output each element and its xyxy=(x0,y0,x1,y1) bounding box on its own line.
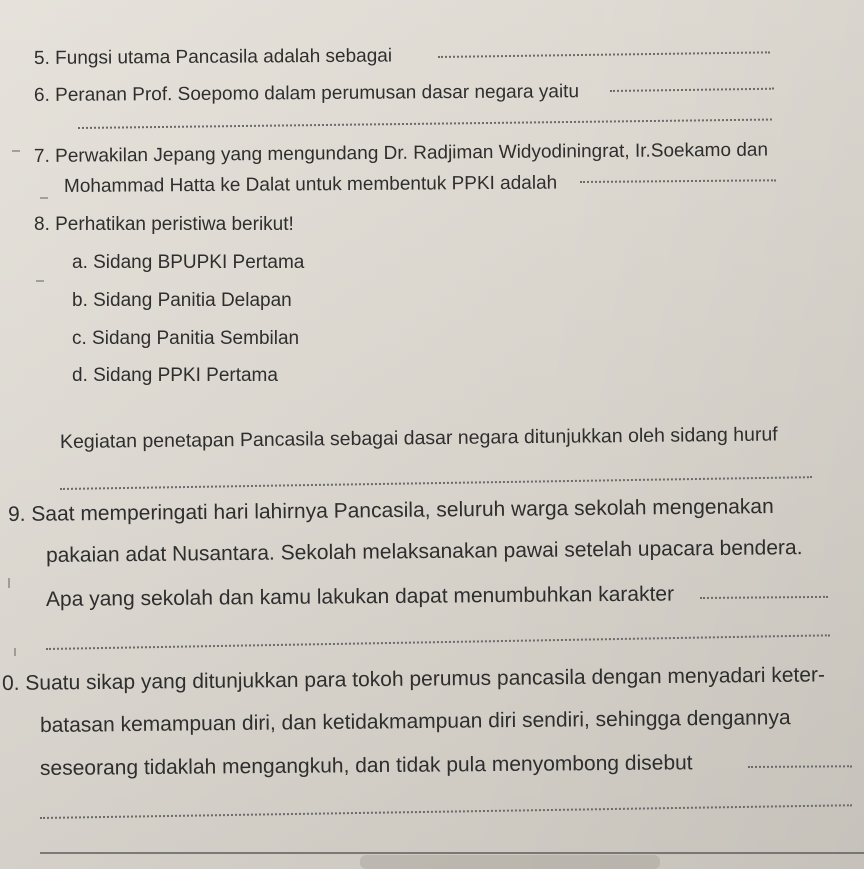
question-9-answer-line-1 xyxy=(700,596,828,599)
margin-mark xyxy=(40,197,48,199)
question-8-prompt: Kegiatan penetapan Pancasila sebagai dasar negara ditunjukkan oleh sidang huruf xyxy=(59,423,778,453)
question-8-option-d: d. Sidang PPKI Pertama xyxy=(72,365,278,386)
question-7-line-1: 7. Perwakilan Jepang yang mengundang Dr. Radjiman Widyodiningrat, Ir.Soekamo dan xyxy=(33,139,769,167)
question-8-option-a: a. Sidang BPUPKI Pertama xyxy=(72,252,305,273)
bleed-through-smudge xyxy=(360,855,660,869)
margin-mark xyxy=(8,578,10,588)
question-9-line-1: 9. Saat memperingati hari lahirnya Pancasila, seluruh warga sekolah mengenakan xyxy=(7,494,774,526)
question-10-line-2: batasan kemampuan diri, dan ketidakmampuan diri sendiri, sehingga dengannya xyxy=(39,706,791,737)
question-10-answer-line-2 xyxy=(40,804,852,819)
question-5-answer-line xyxy=(438,51,770,58)
question-9-line-3: Apa yang sekolah dan kamu lakukan dapat menumbuhkan karakter xyxy=(45,582,675,611)
question-7-answer-line xyxy=(580,179,776,183)
margin-mark xyxy=(36,280,44,282)
margin-mark xyxy=(12,150,20,152)
question-7-line-2: Mohammad Hatta ke Dalat untuk membentuk PPKI adalah xyxy=(63,172,558,197)
question-9-answer-line-2 xyxy=(46,634,830,650)
question-9-line-2: pakaian adat Nusantara. Sekolah melaksanakan pawai setelah upacara bendera. xyxy=(45,536,803,567)
question-10-line-1: 0. Suatu sikap yang ditunjukkan para tokoh perumus pancasila dengan menyadari keter- xyxy=(1,663,826,695)
page-bottom-rule xyxy=(40,852,864,854)
question-8-option-c: c. Sidang Panitia Sembilan xyxy=(72,328,300,349)
question-8-answer-line xyxy=(60,476,812,490)
question-8-option-b: b. Sidang Panitia Delapan xyxy=(72,290,292,311)
question-6-text: 6. Peranan Prof. Soepomo dalam perumusan dasar negara yaitu xyxy=(33,81,580,106)
question-8-intro: 8. Perhatikan peristiwa berikut! xyxy=(34,214,294,235)
question-10-answer-line-1 xyxy=(748,765,852,768)
question-6-answer-line-1 xyxy=(610,88,774,92)
question-10-line-3: seseorang tidaklah mengangkuh, dan tidak pula menyombong disebut xyxy=(39,751,693,780)
question-5-text: 5. Fungsi utama Pancasila adalah sebagai xyxy=(33,45,393,69)
margin-mark xyxy=(14,648,16,656)
question-6-answer-line-2 xyxy=(78,119,772,129)
